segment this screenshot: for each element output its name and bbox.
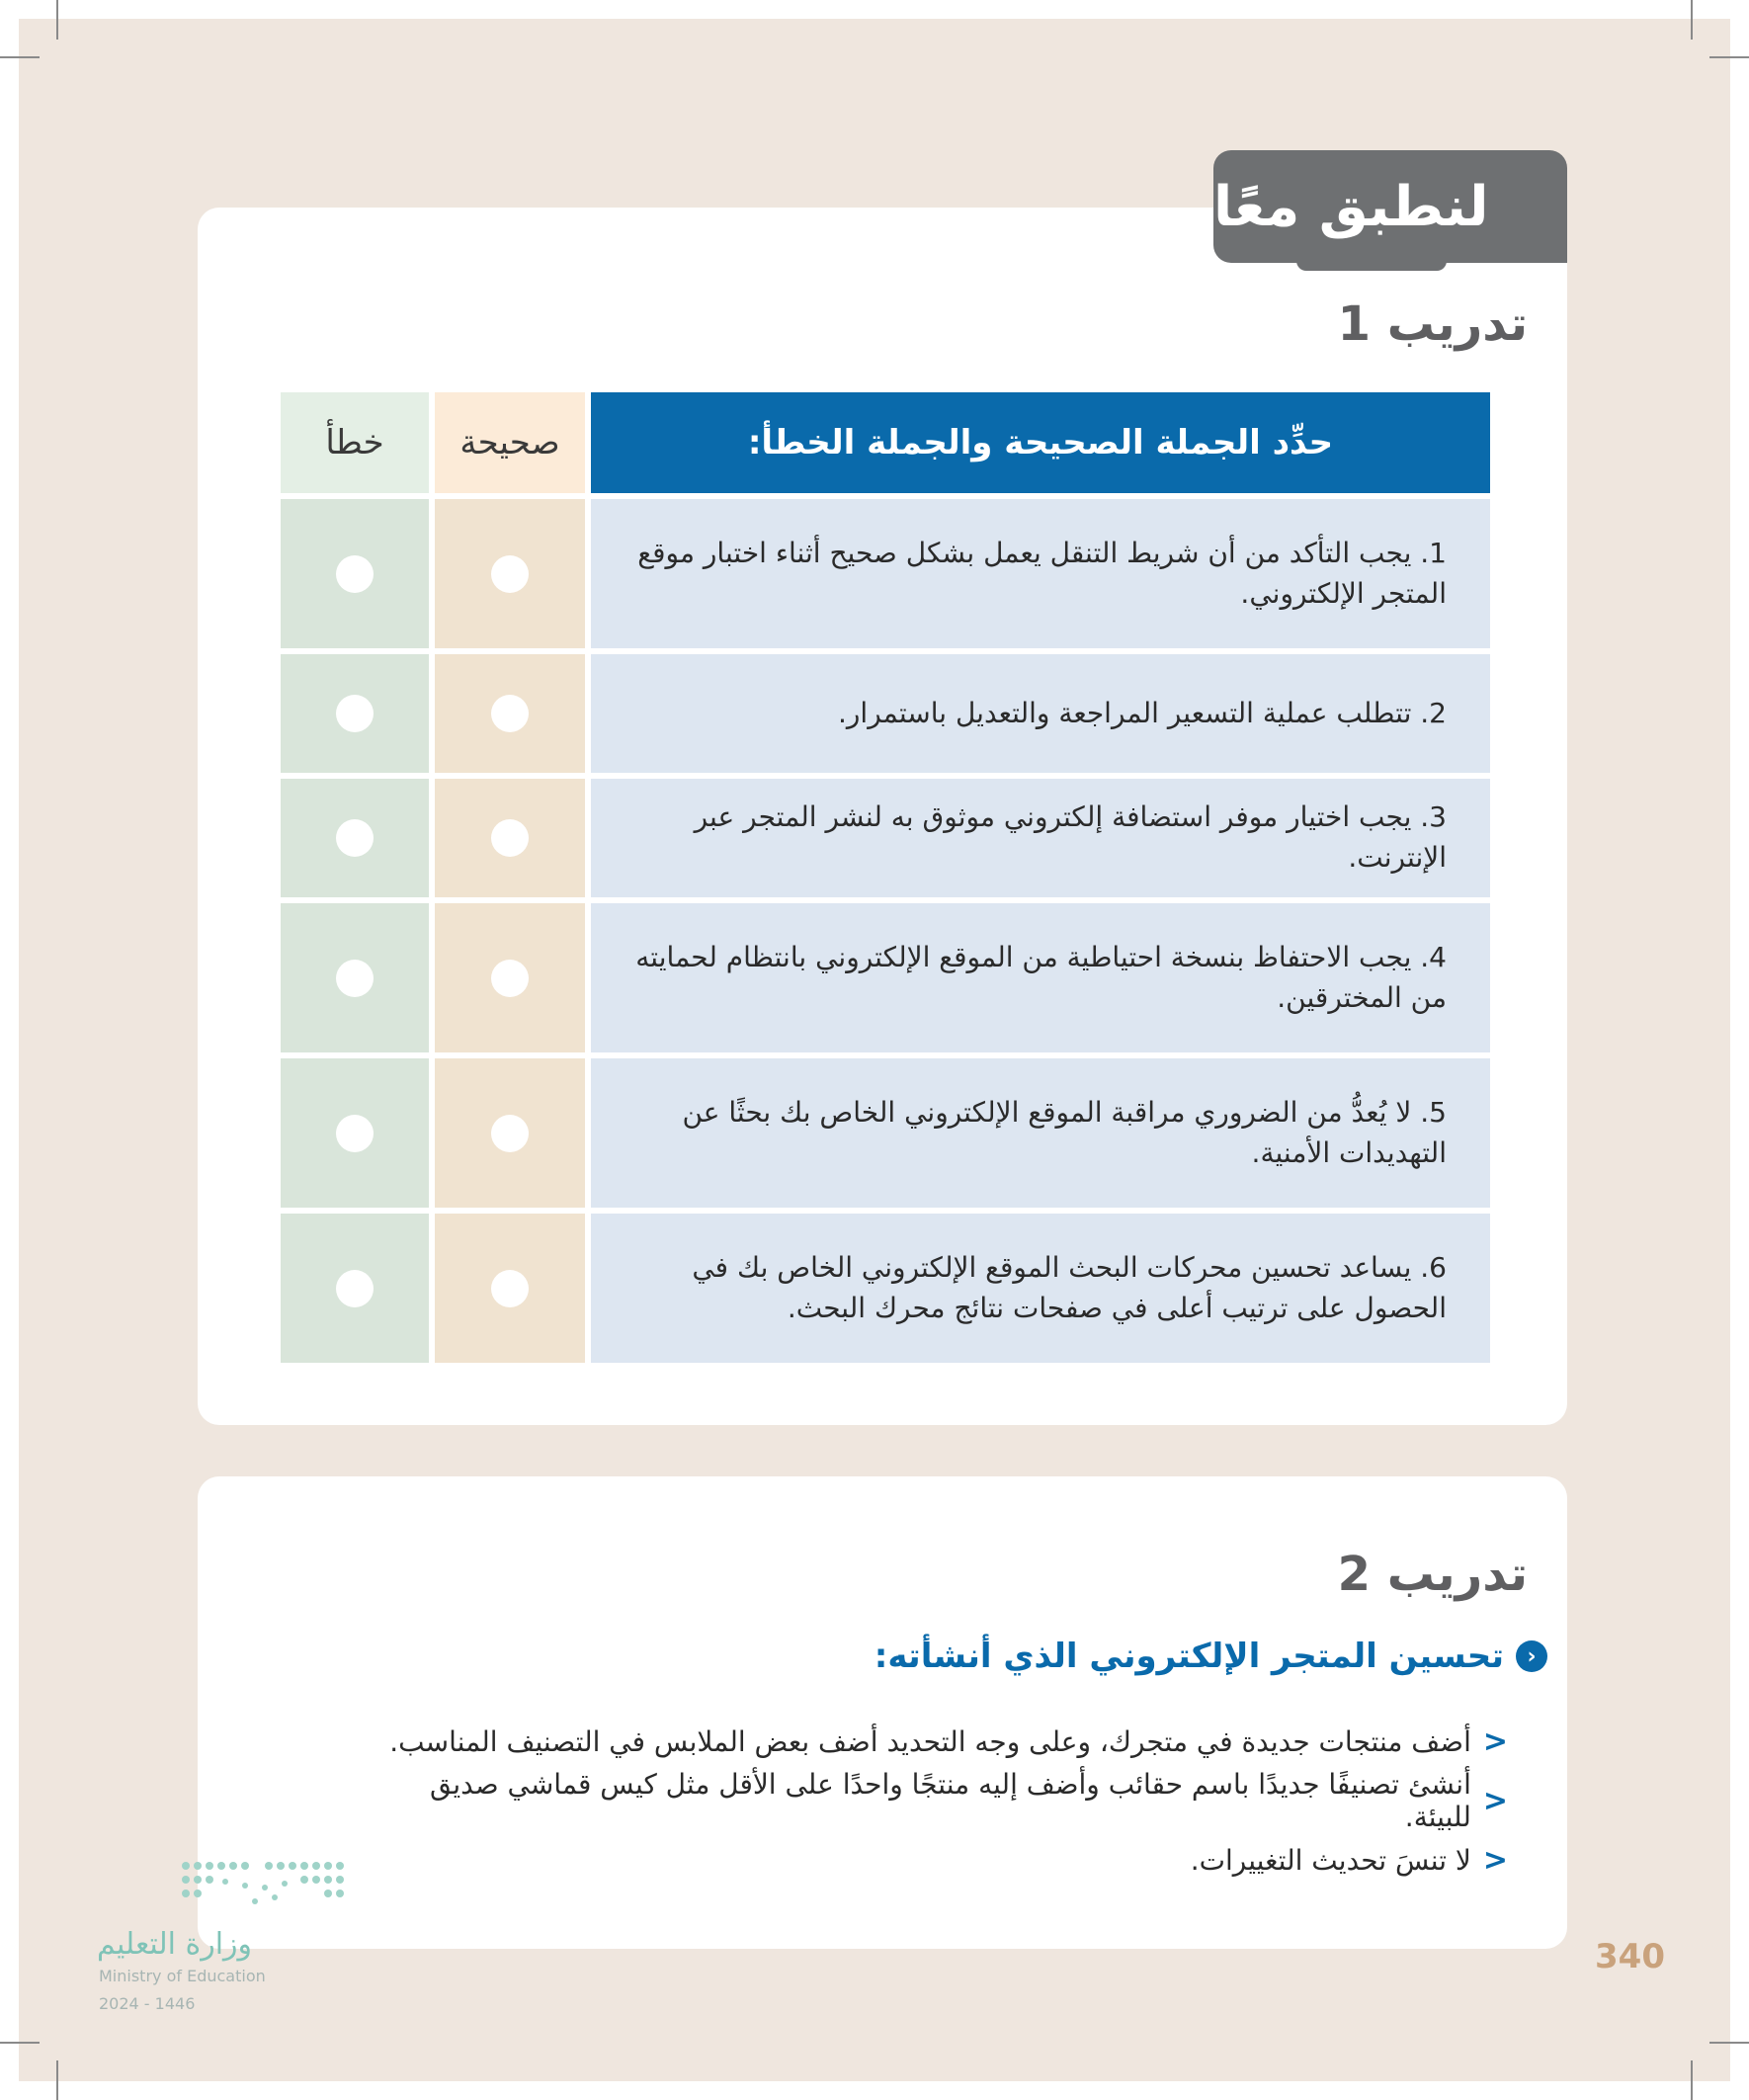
- crop-mark: [56, 0, 58, 40]
- training-2-subheading: [874, 1637, 1547, 1676]
- row-question-3: 3. يجب اختيار موفر استضافة إلكتروني موثوق به لنشر المتجر عبر الإنترنت.: [591, 779, 1490, 897]
- chevron-left-icon: <: [1482, 1723, 1508, 1759]
- table-header-false: خطأ: [281, 392, 429, 493]
- false-radio-3[interactable]: [336, 819, 374, 857]
- crop-mark: [1691, 0, 1693, 40]
- row-false-cell-3: [281, 779, 429, 897]
- list-item-text: أضف منتجات جديدة في متجرك، وعلى وجه التحديد أضف بعض الملابس في التصنيف المناسب.: [389, 1724, 1471, 1758]
- row-true-cell-5: [435, 1058, 585, 1208]
- list-item: [362, 1712, 1508, 1771]
- true-radio-6[interactable]: [491, 1270, 529, 1307]
- false-radio-6[interactable]: [336, 1270, 374, 1307]
- false-radio-5[interactable]: [336, 1115, 374, 1152]
- false-radio-1[interactable]: [336, 555, 374, 593]
- true-radio-5[interactable]: [491, 1115, 529, 1152]
- training-2-title: تدريب 2: [1337, 1547, 1528, 1602]
- list-item-text: لا تنسَ تحديث التغييرات.: [1190, 1843, 1471, 1877]
- page-banner: [1213, 150, 1567, 263]
- list-item: [362, 1830, 1508, 1890]
- logo-year-text: 2024 - 1446: [99, 1994, 196, 2013]
- banner-title: لنطبق معًا: [1213, 174, 1489, 239]
- chevron-left-icon: <: [1482, 1783, 1508, 1818]
- true-radio-1[interactable]: [491, 555, 529, 593]
- row-question-5: 5. لا يُعدُّ من الضروري مراقبة الموقع الإلكتروني الخاص بك بحثًا عن التهديدات الأمنية.: [591, 1058, 1490, 1208]
- crop-mark: [0, 56, 40, 58]
- list-item: [362, 1768, 1508, 1833]
- logo-arabic-text: وزارة التعليم: [97, 1927, 253, 1962]
- crop-mark: [1709, 2042, 1749, 2044]
- row-true-cell-1: [435, 499, 585, 648]
- true-radio-4[interactable]: [491, 960, 529, 997]
- true-radio-2[interactable]: [491, 695, 529, 732]
- row-false-cell-6: [281, 1214, 429, 1363]
- row-true-cell-6: [435, 1214, 585, 1363]
- row-question-6: 6. يساعد تحسين محركات البحث الموقع الإلكتروني الخاص بك في الحصول على ترتيب أعلى في صفحات نتائج محرك البحث.: [591, 1214, 1490, 1363]
- table-header-question: حدِّد الجملة الصحيحة والجملة الخطأ:: [591, 392, 1490, 493]
- subheading-text: تحسين المتجر الإلكتروني الذي أنشأته:: [874, 1637, 1504, 1676]
- row-question-4: 4. يجب الاحتفاظ بنسخة احتياطية من الموقع الإلكتروني بانتظام لحمايته من المخترقين.: [591, 903, 1490, 1052]
- crop-mark: [1691, 2060, 1693, 2100]
- logo-english-text: Ministry of Education: [99, 1967, 266, 1985]
- crop-mark: [1709, 56, 1749, 58]
- training-1-title: تدريب 1: [1337, 296, 1528, 352]
- false-radio-2[interactable]: [336, 695, 374, 732]
- row-false-cell-4: [281, 903, 429, 1052]
- chevron-left-circle-icon: ‹: [1516, 1640, 1547, 1672]
- instruction-list: [362, 1712, 1508, 1890]
- table-header-true: صحيحة: [435, 392, 585, 493]
- row-true-cell-3: [435, 779, 585, 897]
- row-true-cell-2: [435, 654, 585, 773]
- row-false-cell-2: [281, 654, 429, 773]
- list-item-text: أنشئ تصنيفًا جديدًا باسم حقائب وأضف إليه منتجًا واحدًا على الأقل مثل كيس قماشي صديق للبيئة.: [429, 1768, 1471, 1833]
- chevron-left-icon: <: [1482, 1842, 1508, 1878]
- row-false-cell-1: [281, 499, 429, 648]
- row-false-cell-5: [281, 1058, 429, 1208]
- ministry-logo-icon: [97, 1858, 354, 1917]
- false-radio-4[interactable]: [336, 960, 374, 997]
- row-true-cell-4: [435, 903, 585, 1052]
- row-question-2: 2. تتطلب عملية التسعير المراجعة والتعديل باستمرار.: [591, 654, 1490, 773]
- row-question-1: 1. يجب التأكد من أن شريط التنقل يعمل بشكل صحيح أثناء اختبار موقع المتجر الإلكتروني.: [591, 499, 1490, 648]
- page-number: 340: [1595, 1937, 1665, 1976]
- true-radio-3[interactable]: [491, 819, 529, 857]
- crop-mark: [0, 2042, 40, 2044]
- crop-mark: [56, 2060, 58, 2100]
